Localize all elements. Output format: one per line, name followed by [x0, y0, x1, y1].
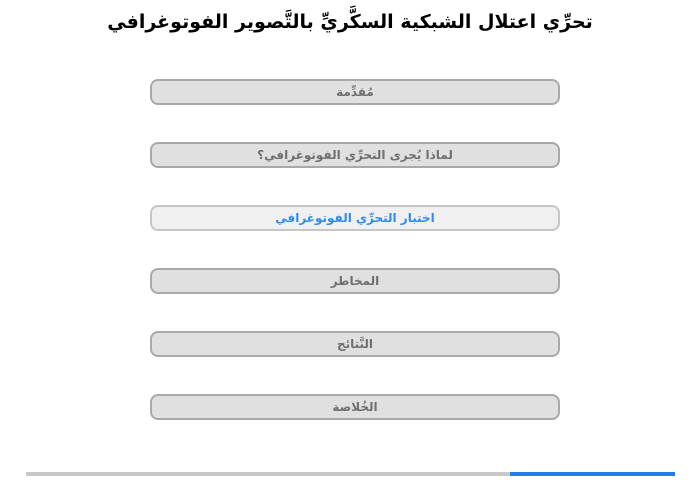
nav-item-results[interactable] — [150, 331, 560, 357]
progress-bar-fill — [510, 472, 675, 476]
nav-item-label: اختبار التحرِّي الفوتوغرافي — [275, 211, 435, 225]
nav-item-summary[interactable] — [150, 394, 560, 420]
nav-item-label: مُقدِّمة — [336, 85, 374, 99]
nav-item-introduction[interactable] — [150, 79, 560, 105]
nav-item-label: الخُلاصة — [332, 400, 378, 414]
nav-item-label: المخاطر — [330, 274, 380, 288]
progress-bar — [26, 472, 675, 476]
nav-item-why-screening[interactable] — [150, 142, 560, 168]
page-title: تحرِّي اعتلال الشبكية السكَّريِّ بالتَّصوير الفوتوغرافي — [107, 11, 593, 33]
section-nav — [150, 79, 560, 420]
nav-item-risks[interactable] — [150, 268, 560, 294]
nav-item-label: لماذا يُجرى التحرِّي الفوتوغرافي؟ — [257, 148, 453, 162]
nav-item-screening-test[interactable] — [150, 205, 560, 231]
nav-item-label: النَّتائج — [336, 337, 374, 351]
